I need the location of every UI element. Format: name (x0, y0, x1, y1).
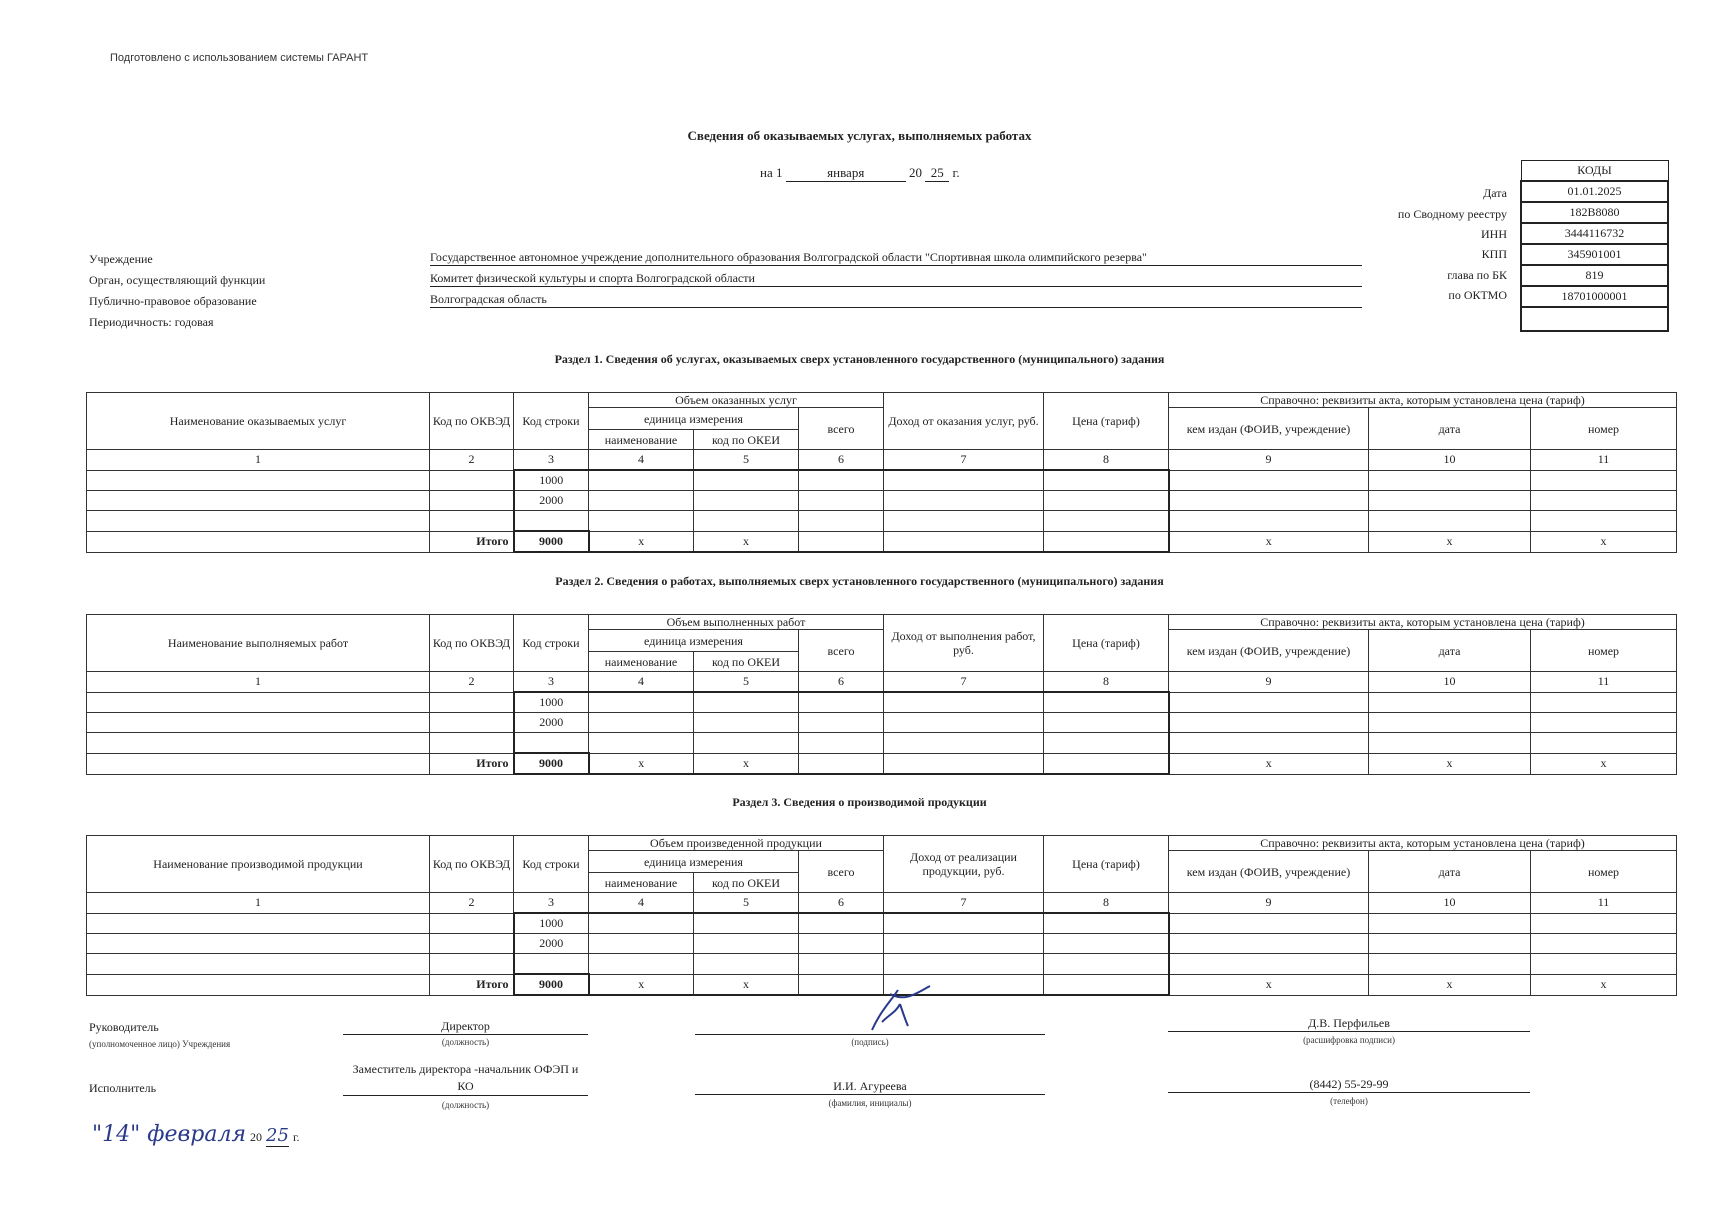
col-number-cell: 8 (1044, 672, 1169, 693)
data-cell (87, 974, 430, 995)
section-table-2 (86, 614, 1677, 775)
exec-name: И.И. Агуреева (695, 1079, 1045, 1095)
field-label-periodicity: Периодичность: годовая (89, 315, 214, 329)
col-name-header: Наименование производимой продукции (87, 836, 430, 893)
table-row (87, 692, 1677, 713)
data-cell (799, 733, 884, 754)
head-name-caption: (расшифровка подписи) (1303, 1035, 1395, 1045)
col-unit-header: единица измерения (589, 630, 799, 652)
col-unit-header: единица измерения (589, 851, 799, 873)
col-name-header: Наименование оказываемых услуг (87, 393, 430, 450)
exec-position-caption: (должность) (441, 1100, 490, 1110)
head-position-caption: (должность) (441, 1037, 490, 1047)
data-cell (1531, 733, 1677, 754)
x-cell: х (694, 753, 799, 774)
data-cell (694, 470, 799, 491)
col-reference-header: Справочно: реквизиты акта, которым установлена цена (тариф) (1169, 393, 1677, 408)
col-number-cell: 8 (1044, 450, 1169, 471)
x-cell: х (1531, 531, 1677, 552)
data-cell (1169, 913, 1369, 934)
data-cell (1531, 713, 1677, 733)
table-row (87, 954, 1677, 975)
data-cell (87, 692, 430, 713)
report-date-line (760, 165, 960, 182)
data-cell (589, 954, 694, 975)
total-code: 9000 (514, 531, 589, 552)
data-cell (694, 733, 799, 754)
col-number-cell: 10 (1369, 893, 1531, 914)
data-cell (799, 713, 884, 733)
col-number-cell: 11 (1531, 672, 1677, 693)
row-code-cell: 1000 (514, 692, 589, 713)
col-number-cell: 9 (1169, 672, 1369, 693)
data-cell (1169, 934, 1369, 954)
row-code-cell (514, 733, 589, 754)
data-cell (694, 913, 799, 934)
col-line-code-header: Код строки (514, 393, 589, 450)
data-cell (1169, 470, 1369, 491)
code-label-oktmo: по ОКТМО (1448, 288, 1507, 302)
data-cell (589, 913, 694, 934)
data-cell (1169, 954, 1369, 975)
col-okved-header: Код по ОКВЭД (430, 393, 514, 450)
col-total-header: всего (799, 851, 884, 893)
x-cell: х (589, 531, 694, 552)
col-number-cell: 10 (1369, 672, 1531, 693)
data-cell (1531, 954, 1677, 975)
data-cell (589, 692, 694, 713)
data-cell (87, 713, 430, 733)
data-cell (430, 934, 514, 954)
col-unit-name-header: наименование (589, 873, 694, 893)
data-cell (1369, 511, 1531, 532)
col-number-cell: 11 (1531, 893, 1677, 914)
data-cell (799, 531, 884, 552)
data-cell (1531, 491, 1677, 511)
data-cell (1044, 954, 1169, 975)
data-cell (1169, 733, 1369, 754)
data-cell (1044, 713, 1169, 733)
data-cell (1044, 470, 1169, 491)
data-cell (884, 733, 1044, 754)
code-label-bk: глава по БК (1447, 268, 1507, 282)
col-number-cell: 9 (1169, 450, 1369, 471)
col-okei-header: код по ОКЕИ (694, 873, 799, 893)
data-cell (1044, 692, 1169, 713)
data-cell (87, 531, 430, 552)
garant-note: Подготовлено с использованием системы ГАРАНТ (110, 52, 369, 64)
data-cell (884, 531, 1044, 552)
code-label-date: Дата (1483, 186, 1507, 200)
data-cell (884, 692, 1044, 713)
col-price-header: Цена (тариф) (1044, 836, 1169, 893)
data-cell (1044, 531, 1169, 552)
section-title-2: Раздел 2. Сведения о работах, выполняемых сверх установленного государственного (муниципального) задания (555, 574, 1164, 588)
data-cell (87, 934, 430, 954)
data-cell (1369, 954, 1531, 975)
col-income-header: Доход от реализации продукции, руб. (884, 836, 1044, 893)
section-title-3: Раздел 3. Сведения о производимой продукции (732, 795, 987, 809)
exec-phone-caption: (телефон) (1330, 1096, 1368, 1106)
field-value-authority: Комитет физической культуры и спорта Волгоградской области (430, 271, 1362, 287)
col-number-cell: 8 (1044, 893, 1169, 914)
total-code: 9000 (514, 974, 589, 995)
data-cell (430, 491, 514, 511)
data-cell (430, 511, 514, 532)
row-code-cell (514, 954, 589, 975)
col-number-cell: 1 (87, 450, 430, 471)
code-inn: 3444116732 (1521, 223, 1668, 244)
code-registry: 182В8080 (1521, 202, 1668, 223)
code-kpp: 345901001 (1521, 244, 1668, 265)
date-year-prefix: 20 (908, 165, 922, 180)
col-number-cell: 6 (799, 450, 884, 471)
col-income-header: Доход от выполнения работ, руб. (884, 615, 1044, 672)
data-cell (884, 934, 1044, 954)
data-cell (884, 470, 1044, 491)
x-cell: х (1169, 531, 1369, 552)
section-table-3 (86, 835, 1677, 996)
data-cell (589, 470, 694, 491)
data-cell (884, 511, 1044, 532)
data-cell (799, 470, 884, 491)
data-cell (589, 511, 694, 532)
data-cell (884, 753, 1044, 774)
data-cell (1169, 511, 1369, 532)
exec-phone: (8442) 55-29-99 (1168, 1077, 1530, 1093)
col-number-cell: 7 (884, 450, 1044, 471)
data-cell (1369, 913, 1531, 934)
data-cell (1169, 713, 1369, 733)
code-label-registry: по Сводному реестру (1397, 207, 1507, 221)
data-cell (589, 733, 694, 754)
col-number-cell: 2 (430, 450, 514, 471)
date-suffix: г. (952, 165, 960, 180)
col-okved-header: Код по ОКВЭД (430, 615, 514, 672)
code-label-inn: ИНН (1481, 227, 1507, 241)
data-cell (799, 753, 884, 774)
data-cell (430, 470, 514, 491)
data-cell (430, 733, 514, 754)
code-label-kpp: КПП (1481, 247, 1507, 261)
page-title: Сведения об оказываемых услугах, выполняемых работах (687, 128, 1032, 143)
field-label-authority: Орган, осуществляющий функции (89, 273, 266, 287)
data-cell (1531, 934, 1677, 954)
data-cell (799, 692, 884, 713)
data-cell (694, 954, 799, 975)
data-cell (884, 913, 1044, 934)
col-unit-header: единица измерения (589, 408, 799, 430)
data-cell (589, 713, 694, 733)
code-oktmo: 18701000001 (1521, 286, 1668, 307)
col-number-cell: 1 (87, 893, 430, 914)
col-number-cell: 2 (430, 893, 514, 914)
total-code: 9000 (514, 753, 589, 774)
col-number-cell: 5 (694, 893, 799, 914)
col-number-cell: 4 (589, 893, 694, 914)
exec-name-caption: (фамилия, инициалы) (828, 1098, 912, 1108)
data-cell (1044, 491, 1169, 511)
row-code-cell (514, 511, 589, 532)
data-cell (87, 491, 430, 511)
table-row (87, 491, 1677, 511)
sign-date (92, 1122, 300, 1147)
data-cell (1369, 470, 1531, 491)
data-cell (1369, 491, 1531, 511)
col-okved-header: Код по ОКВЭД (430, 836, 514, 893)
data-cell (1044, 733, 1169, 754)
data-cell (1169, 692, 1369, 713)
sign-date-year-prefix: 20 (250, 1130, 263, 1144)
col-number-cell: 9 (1169, 893, 1369, 914)
data-cell (1531, 913, 1677, 934)
row-code-cell: 1000 (514, 470, 589, 491)
data-cell (1369, 713, 1531, 733)
x-cell: х (694, 974, 799, 995)
col-date-header: дата (1369, 408, 1531, 450)
data-cell (884, 491, 1044, 511)
col-number-cell: 11 (1531, 450, 1677, 471)
col-number-header: номер (1531, 408, 1677, 450)
total-label: Итого (430, 753, 514, 774)
data-cell (799, 491, 884, 511)
code-bk: 819 (1521, 265, 1668, 286)
col-date-header: дата (1369, 630, 1531, 672)
col-number-header: номер (1531, 851, 1677, 893)
data-cell (430, 692, 514, 713)
data-cell (799, 934, 884, 954)
x-cell: х (1369, 753, 1531, 774)
col-number-cell: 5 (694, 450, 799, 471)
col-number-cell: 6 (799, 893, 884, 914)
codes-table (1520, 160, 1669, 332)
data-cell (694, 692, 799, 713)
row-code-cell: 2000 (514, 491, 589, 511)
data-cell (430, 713, 514, 733)
data-cell (884, 713, 1044, 733)
table-row (87, 913, 1677, 934)
exec-position: Заместитель директора -начальник ОФЭП и КО (343, 1061, 588, 1096)
table-row (87, 733, 1677, 754)
col-okei-header: код по ОКЕИ (694, 652, 799, 672)
head-signature-caption: (подпись) (851, 1037, 889, 1047)
col-number-header: номер (1531, 630, 1677, 672)
col-reference-header: Справочно: реквизиты акта, которым установлена цена (тариф) (1169, 615, 1677, 630)
col-issued-by-header: кем издан (ФОИВ, учреждение) (1169, 408, 1369, 450)
head-position: Директор (343, 1019, 588, 1035)
data-cell (884, 954, 1044, 975)
data-cell (1044, 974, 1169, 995)
col-number-cell: 7 (884, 893, 1044, 914)
section-title-1: Раздел 1. Сведения об услугах, оказываемых сверх установленного государственного (муниципального) задания (554, 352, 1165, 366)
x-cell: х (589, 753, 694, 774)
col-price-header: Цена (тариф) (1044, 393, 1169, 450)
col-number-cell: 5 (694, 672, 799, 693)
x-cell: х (1531, 753, 1677, 774)
data-cell (1044, 913, 1169, 934)
col-number-cell: 3 (514, 450, 589, 471)
data-cell (87, 733, 430, 754)
col-okei-header: код по ОКЕИ (694, 430, 799, 450)
data-cell (1044, 753, 1169, 774)
field-label-municipality: Публично-правовое образование (89, 294, 257, 308)
data-cell (430, 913, 514, 934)
data-cell (799, 511, 884, 532)
x-cell: х (1369, 974, 1531, 995)
head-label: Руководитель (89, 1020, 159, 1034)
data-cell (87, 954, 430, 975)
col-unit-name-header: наименование (589, 430, 694, 450)
table-row (87, 511, 1677, 532)
section-table-1 (86, 392, 1677, 553)
col-number-cell: 10 (1369, 450, 1531, 471)
data-cell (799, 913, 884, 934)
sign-date-suffix: г. (292, 1130, 300, 1144)
data-cell (694, 491, 799, 511)
data-cell (589, 934, 694, 954)
row-code-cell: 1000 (514, 913, 589, 934)
data-cell (87, 470, 430, 491)
exec-label: Исполнитель (89, 1081, 157, 1095)
data-cell (87, 913, 430, 934)
col-issued-by-header: кем издан (ФОИВ, учреждение) (1169, 630, 1369, 672)
data-cell (1531, 692, 1677, 713)
data-cell (87, 753, 430, 774)
col-issued-by-header: кем издан (ФОИВ, учреждение) (1169, 851, 1369, 893)
col-volume-header: Объем выполненных работ (589, 615, 884, 630)
col-volume-header: Объем произведенной продукции (589, 836, 884, 851)
col-reference-header: Справочно: реквизиты акта, которым установлена цена (тариф) (1169, 836, 1677, 851)
col-date-header: дата (1369, 851, 1531, 893)
col-line-code-header: Код строки (514, 836, 589, 893)
handwritten-signature (860, 982, 940, 1037)
data-cell (1369, 692, 1531, 713)
data-cell (1169, 491, 1369, 511)
data-cell (1369, 733, 1531, 754)
table-row (87, 470, 1677, 491)
col-unit-name-header: наименование (589, 652, 694, 672)
sign-date-handwritten: "14" февраля (92, 1122, 247, 1147)
x-cell: х (589, 974, 694, 995)
table-row (87, 713, 1677, 733)
total-row (87, 753, 1677, 774)
field-value-municipality: Волгоградская область (430, 292, 1362, 308)
x-cell: х (1169, 974, 1369, 995)
data-cell (1044, 511, 1169, 532)
col-line-code-header: Код строки (514, 615, 589, 672)
field-label-institution: Учреждение (89, 252, 153, 266)
row-code-cell: 2000 (514, 934, 589, 954)
col-total-header: всего (799, 408, 884, 450)
x-cell: х (1531, 974, 1677, 995)
total-label: Итого (430, 531, 514, 552)
col-volume-header: Объем оказанных услуг (589, 393, 884, 408)
x-cell: х (694, 531, 799, 552)
data-cell (694, 713, 799, 733)
x-cell: х (1169, 753, 1369, 774)
head-name: Д.В. Перфильев (1168, 1016, 1530, 1032)
data-cell (1369, 934, 1531, 954)
sign-date-year: 25 (266, 1125, 289, 1146)
col-number-cell: 4 (589, 450, 694, 471)
col-total-header: всего (799, 630, 884, 672)
data-cell (430, 954, 514, 975)
total-label: Итого (430, 974, 514, 995)
head-sublabel: (уполномоченное лицо) Учреждения (89, 1039, 231, 1049)
data-cell (799, 954, 884, 975)
col-number-cell: 6 (799, 672, 884, 693)
field-value-institution: Государственное автономное учреждение дополнительного образования Волгоградской области "Спортивная школа олимпийского резерва" (430, 250, 1362, 266)
code-date: 01.01.2025 (1521, 181, 1668, 202)
col-price-header: Цена (тариф) (1044, 615, 1169, 672)
data-cell (1531, 470, 1677, 491)
data-cell (694, 511, 799, 532)
data-cell (1044, 934, 1169, 954)
table-row (87, 934, 1677, 954)
code-empty (1521, 307, 1668, 331)
col-number-cell: 1 (87, 672, 430, 693)
col-number-cell: 7 (884, 672, 1044, 693)
row-code-cell: 2000 (514, 713, 589, 733)
col-name-header: Наименование выполняемых работ (87, 615, 430, 672)
date-year: 25 (925, 165, 949, 182)
x-cell: х (1369, 531, 1531, 552)
date-month: января (786, 165, 906, 182)
col-number-cell: 3 (514, 893, 589, 914)
codes-header: КОДЫ (1521, 161, 1668, 182)
total-row (87, 531, 1677, 552)
data-cell (1531, 511, 1677, 532)
data-cell (589, 491, 694, 511)
date-prefix: на 1 (760, 165, 783, 180)
col-number-cell: 2 (430, 672, 514, 693)
col-income-header: Доход от оказания услуг, руб. (884, 393, 1044, 450)
col-number-cell: 3 (514, 672, 589, 693)
col-number-cell: 4 (589, 672, 694, 693)
data-cell (87, 511, 430, 532)
data-cell (694, 934, 799, 954)
